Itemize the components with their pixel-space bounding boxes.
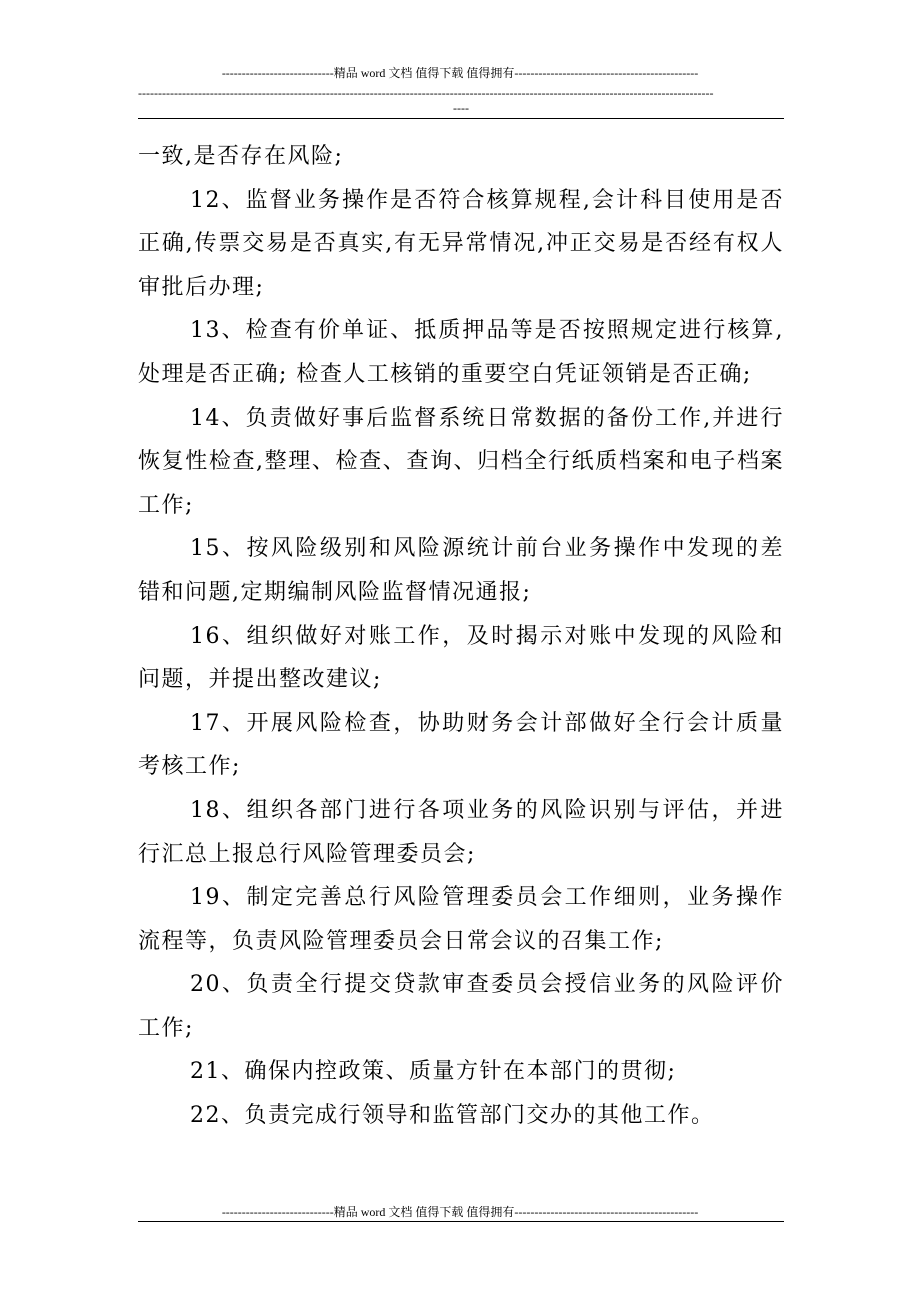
header-banner: ----------------------------精品 word 文档 值得下载 值得拥有---------------------------------------------- xyxy=(221,66,699,80)
footer-rule xyxy=(138,1221,784,1222)
paragraph-item-13: 13、检查有价单证、抵质押品等是否按照规定进行核算,处理是否正确; 检查人工核销的重要空白凭证领销是否正确; xyxy=(138,318,784,387)
paragraph-item-22: 22、负责完成行领导和监管部门交办的其他工作。 xyxy=(190,1103,715,1129)
paragraph-item-19: 19、制定完善总行风险管理委员会工作细则，业务操作流程等，负责风险管理委员会日常会议的召集工作; xyxy=(138,885,784,954)
paragraph-continuation: 一致,是否存在风险; xyxy=(138,144,344,169)
paragraph-item-20: 20、负责全行提交贷款审查委员会授信业务的风险评价工作; xyxy=(138,972,784,1041)
header-dash-tail: ---- xyxy=(453,101,469,115)
header-rule xyxy=(138,118,784,119)
paragraph-item-12: 12、监督业务操作是否符合核算规程,会计科目使用是否正确,传票交易是否真实,有无异常情况,冲正交易是否经有权人审批后办理; xyxy=(138,187,784,300)
footer-banner: ----------------------------精品 word 文档 值得下载 值得拥有---------------------------------------------- xyxy=(221,1205,699,1219)
paragraph-item-14: 14、负责做好事后监督系统日常数据的备份工作,并进行恢复性检查,整理、检查、查询、归档全行纸质档案和电子档案工作; xyxy=(138,405,784,518)
paragraph-item-17: 17、开展风险检查，协助财务会计部做好全行会计质量考核工作; xyxy=(138,710,784,780)
document-body xyxy=(138,135,784,1138)
paragraph-item-15: 15、按风险级别和风险源统计前台业务操作中发现的差错和问题,定期编制风险监督情况通报; xyxy=(138,536,784,605)
paragraph-item-16: 16、组织做好对账工作，及时揭示对账中发现的风险和问题，并提出整改建议; xyxy=(138,623,784,693)
paragraph-item-18: 18、组织各部门进行各项业务的风险识别与评估，并进行汇总上报总行风险管理委员会; xyxy=(138,797,784,867)
paragraph-item-21: 21、确保内控政策、质量方针在本部门的贯彻; xyxy=(190,1059,677,1085)
header-dash-line: ------------------------------------------------------------------------------------------------------------------------------------------------ xyxy=(138,86,714,100)
